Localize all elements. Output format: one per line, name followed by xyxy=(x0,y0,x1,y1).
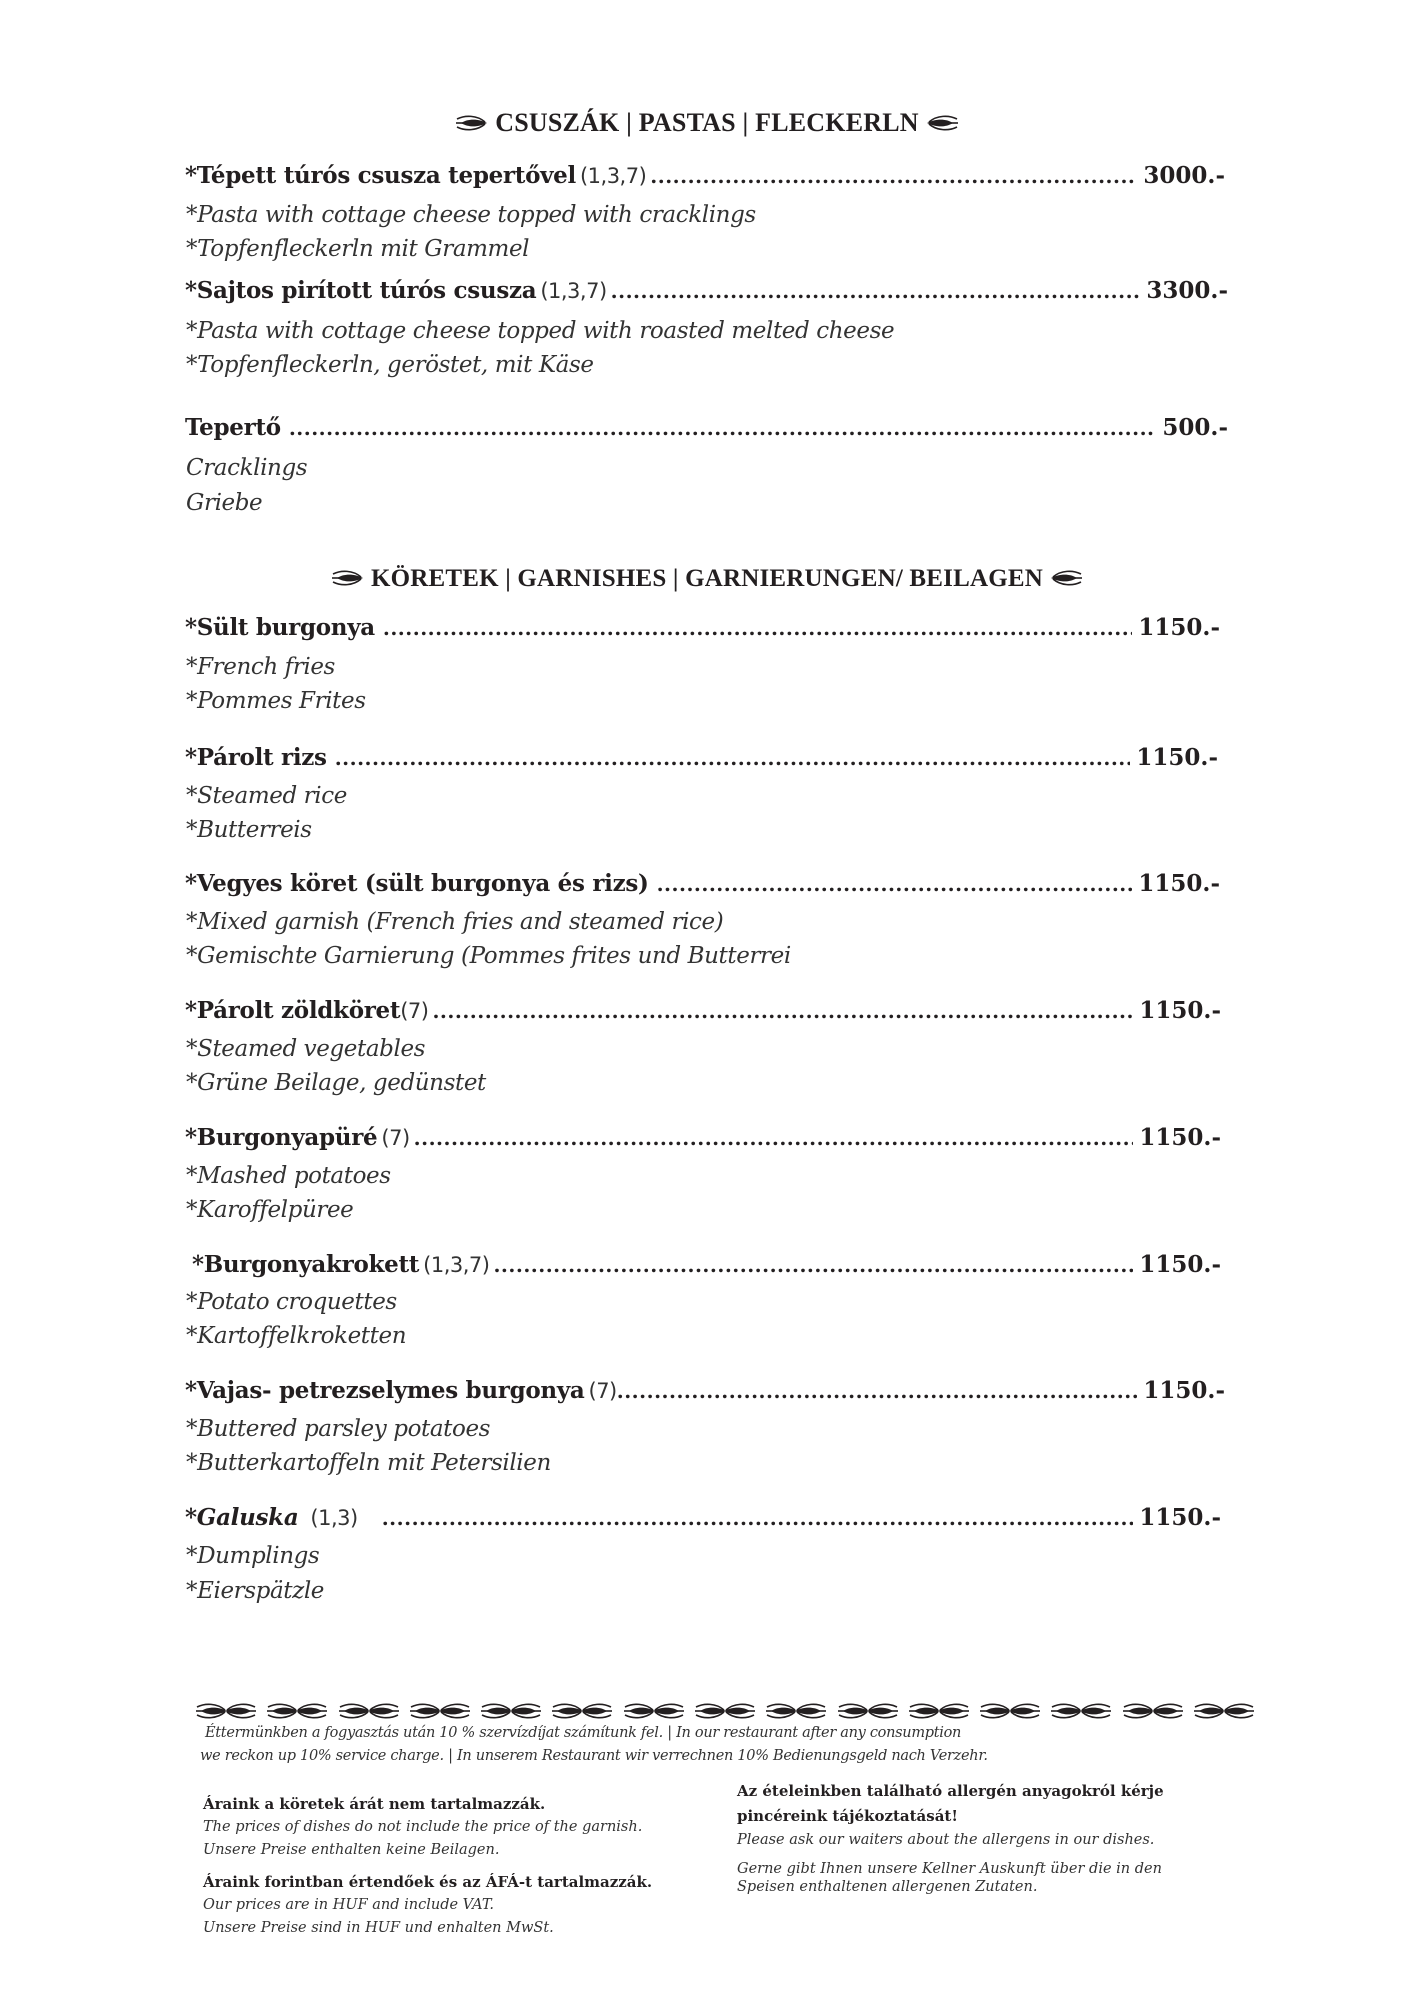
leaf-flourish-pair-icon xyxy=(908,1696,970,1726)
menu-item-row xyxy=(185,1124,1221,1151)
menu-item-row xyxy=(185,1377,1225,1404)
item-allergens: (1,3,7) xyxy=(579,164,647,188)
item-name: *Párolt rizs xyxy=(185,744,327,771)
menu-item-row xyxy=(185,744,1218,771)
item-price: 3000.- xyxy=(1143,162,1225,189)
item-name: *Tépett túrós csusza tepertővel xyxy=(185,162,576,189)
item-name: Tepertő xyxy=(185,414,281,441)
item-description-de: *Kartoffelkroketten xyxy=(186,1323,407,1349)
leaf-flourish-pair-icon xyxy=(765,1696,827,1726)
item-name: *Galuska xyxy=(185,1504,299,1531)
leaf-flourish-pair-icon xyxy=(1193,1696,1255,1726)
section-title-text: KÖRETEK | GARNISHES | GARNIERUNGEN/ BEILAGEN xyxy=(370,565,1044,592)
item-price: 1150.- xyxy=(1138,870,1220,897)
garnish-note-de: Unsere Preise enthalten keine Beilagen. xyxy=(203,1842,500,1858)
menu-item-row xyxy=(185,997,1221,1024)
vat-note-en: Our prices are in HUF and include VAT. xyxy=(203,1897,494,1913)
dot-leader xyxy=(650,164,1137,188)
item-price: 1150.- xyxy=(1136,744,1218,771)
item-description-de: *Butterkartoffeln mit Petersilien xyxy=(186,1450,551,1476)
item-description-en: *Mixed garnish (French fries and steamed rice) xyxy=(186,909,724,935)
item-description-en: *Buttered parsley potatoes xyxy=(186,1416,491,1442)
item-price: 1150.- xyxy=(1139,1251,1221,1278)
leaf-flourish-pair-icon xyxy=(266,1696,328,1726)
item-allergens: (7) xyxy=(381,1126,410,1150)
dot-leader xyxy=(289,416,1157,440)
item-description-en: Cracklings xyxy=(186,455,308,481)
dot-leader xyxy=(493,1253,1133,1277)
dot-leader xyxy=(414,1126,1134,1150)
dot-leader xyxy=(335,746,1131,770)
item-price: 1150.- xyxy=(1138,614,1220,641)
allergen-note-de-line-1: Gerne gibt Ihnen unsere Kellner Auskunft über die in den xyxy=(737,1861,1162,1877)
leaf-flourish-pair-icon xyxy=(409,1696,471,1726)
leaf-flourish-pair-icon xyxy=(837,1696,899,1726)
leaf-flourish-icon xyxy=(925,113,959,133)
item-allergens: (1,3) xyxy=(310,1506,358,1530)
item-description-de: *Topfenfleckerln, geröstet, mit Käse xyxy=(186,352,594,378)
dot-leader xyxy=(383,616,1133,640)
leaf-flourish-icon xyxy=(331,568,365,588)
leaf-flourish-pair-icon xyxy=(551,1696,613,1726)
leaf-flourish-pair-icon xyxy=(694,1696,756,1726)
item-allergens: (7) xyxy=(588,1379,617,1403)
item-allergens: (1,3,7) xyxy=(423,1253,490,1277)
menu-item-row xyxy=(185,162,1225,189)
item-description-de: *Butterreis xyxy=(186,817,312,843)
item-name: *Sajtos pirított túrós csusza xyxy=(185,277,537,304)
leaf-flourish-pair-icon xyxy=(338,1696,400,1726)
item-description-en: *Pasta with cottage cheese topped with roasted melted cheese xyxy=(186,318,895,344)
leaf-flourish-pair-icon xyxy=(1122,1696,1184,1726)
item-description-en: *French fries xyxy=(186,654,335,680)
allergen-note-hu-line-1: Az ételeinkben található allergén anyagokról kérje xyxy=(737,1782,1164,1800)
item-description-en: *Dumplings xyxy=(186,1543,320,1569)
item-description-de: *Pommes Frites xyxy=(186,688,366,714)
item-name: *Vegyes köret (sült burgonya és rizs) xyxy=(185,870,649,897)
menu-item-row xyxy=(185,614,1220,641)
item-price: 1150.- xyxy=(1143,1377,1225,1404)
menu-item-row xyxy=(192,1251,1221,1278)
item-allergens: (7) xyxy=(400,999,429,1023)
menu-item-row xyxy=(185,1504,1221,1531)
item-price: 1150.- xyxy=(1139,1504,1221,1531)
item-allergens: (1,3,7) xyxy=(540,279,607,303)
item-description-de: *Karoffelpüree xyxy=(186,1197,354,1223)
dot-leader xyxy=(617,1379,1138,1403)
item-description-en: *Pasta with cottage cheese topped with cracklings xyxy=(186,202,756,228)
item-description-en: *Mashed potatoes xyxy=(186,1163,391,1189)
menu-item-row xyxy=(185,277,1228,304)
item-description-en: *Steamed rice xyxy=(186,783,347,809)
item-name: *Párolt zöldköret xyxy=(185,997,401,1024)
garnish-note-hu: Áraink a köretek árát nem tartalmazzák. xyxy=(203,1795,546,1813)
dot-leader xyxy=(657,872,1133,896)
menu-item-row xyxy=(185,870,1220,897)
dot-leader xyxy=(611,279,1141,303)
item-name: *Sült burgonya xyxy=(185,614,375,641)
allergen-note-hu-line-2: pincéreink tájékoztatását! xyxy=(737,1807,958,1825)
vat-note-hu: Áraink forintban értendőek és az ÁFÁ-t tartalmazzák. xyxy=(203,1873,653,1891)
item-price: 3300.- xyxy=(1146,277,1228,304)
ornament-divider xyxy=(195,1696,1255,1726)
leaf-flourish-pair-icon xyxy=(979,1696,1041,1726)
item-price: 1150.- xyxy=(1139,1124,1221,1151)
item-name: *Burgonyakrokett xyxy=(192,1251,420,1278)
garnish-note-en: The prices of dishes do not include the price of the garnish. xyxy=(203,1819,643,1835)
item-description-en: *Steamed vegetables xyxy=(186,1036,426,1062)
section-title-pastas xyxy=(0,108,1414,138)
item-description-de: *Topfenfleckerln mit Grammel xyxy=(186,236,530,262)
service-charge-line-1: Éttermünkben a fogyasztás után 10 % szervízdíjat számítunk fel. | In our restaurant after any consumption xyxy=(205,1725,962,1741)
dot-leader xyxy=(432,999,1133,1023)
item-price: 1150.- xyxy=(1139,997,1221,1024)
service-charge-line-2: we reckon up 10% service charge. | In unserem Restaurant wir verrechnen 10% Bedienungsgeld nach Verzehr. xyxy=(200,1748,988,1764)
leaf-flourish-pair-icon xyxy=(195,1696,257,1726)
leaf-flourish-pair-icon xyxy=(1050,1696,1112,1726)
section-title-text: CSUSZÁK | PASTAS | FLECKERLN xyxy=(495,108,919,137)
leaf-flourish-pair-icon xyxy=(480,1696,542,1726)
item-description-de: *Eierspätzle xyxy=(186,1578,325,1604)
leaf-flourish-icon xyxy=(455,113,489,133)
item-name: *Vajas- petrezselymes burgonya xyxy=(185,1377,585,1404)
vat-note-de: Unsere Preise sind in HUF und enhalten MwSt. xyxy=(203,1920,554,1936)
item-description-de: *Grüne Beilage, gedünstet xyxy=(186,1070,486,1096)
dot-leader xyxy=(382,1506,1134,1530)
leaf-flourish-pair-icon xyxy=(623,1696,685,1726)
allergen-note-en: Please ask our waiters about the allergens in our dishes. xyxy=(737,1832,1155,1848)
item-description-de: *Gemischte Garnierung (Pommes frites und Butterrei xyxy=(186,943,791,969)
item-name: *Burgonyapüré xyxy=(185,1124,378,1151)
item-price: 500.- xyxy=(1162,414,1228,441)
allergen-note-de-line-2: Speisen enthaltenen allergenen Zutaten. xyxy=(737,1879,1038,1895)
section-title-garnishes xyxy=(0,565,1414,593)
leaf-flourish-icon xyxy=(1049,568,1083,588)
menu-item-row xyxy=(185,414,1228,441)
item-description-de: Griebe xyxy=(186,490,263,516)
item-description-en: *Potato croquettes xyxy=(186,1289,397,1315)
